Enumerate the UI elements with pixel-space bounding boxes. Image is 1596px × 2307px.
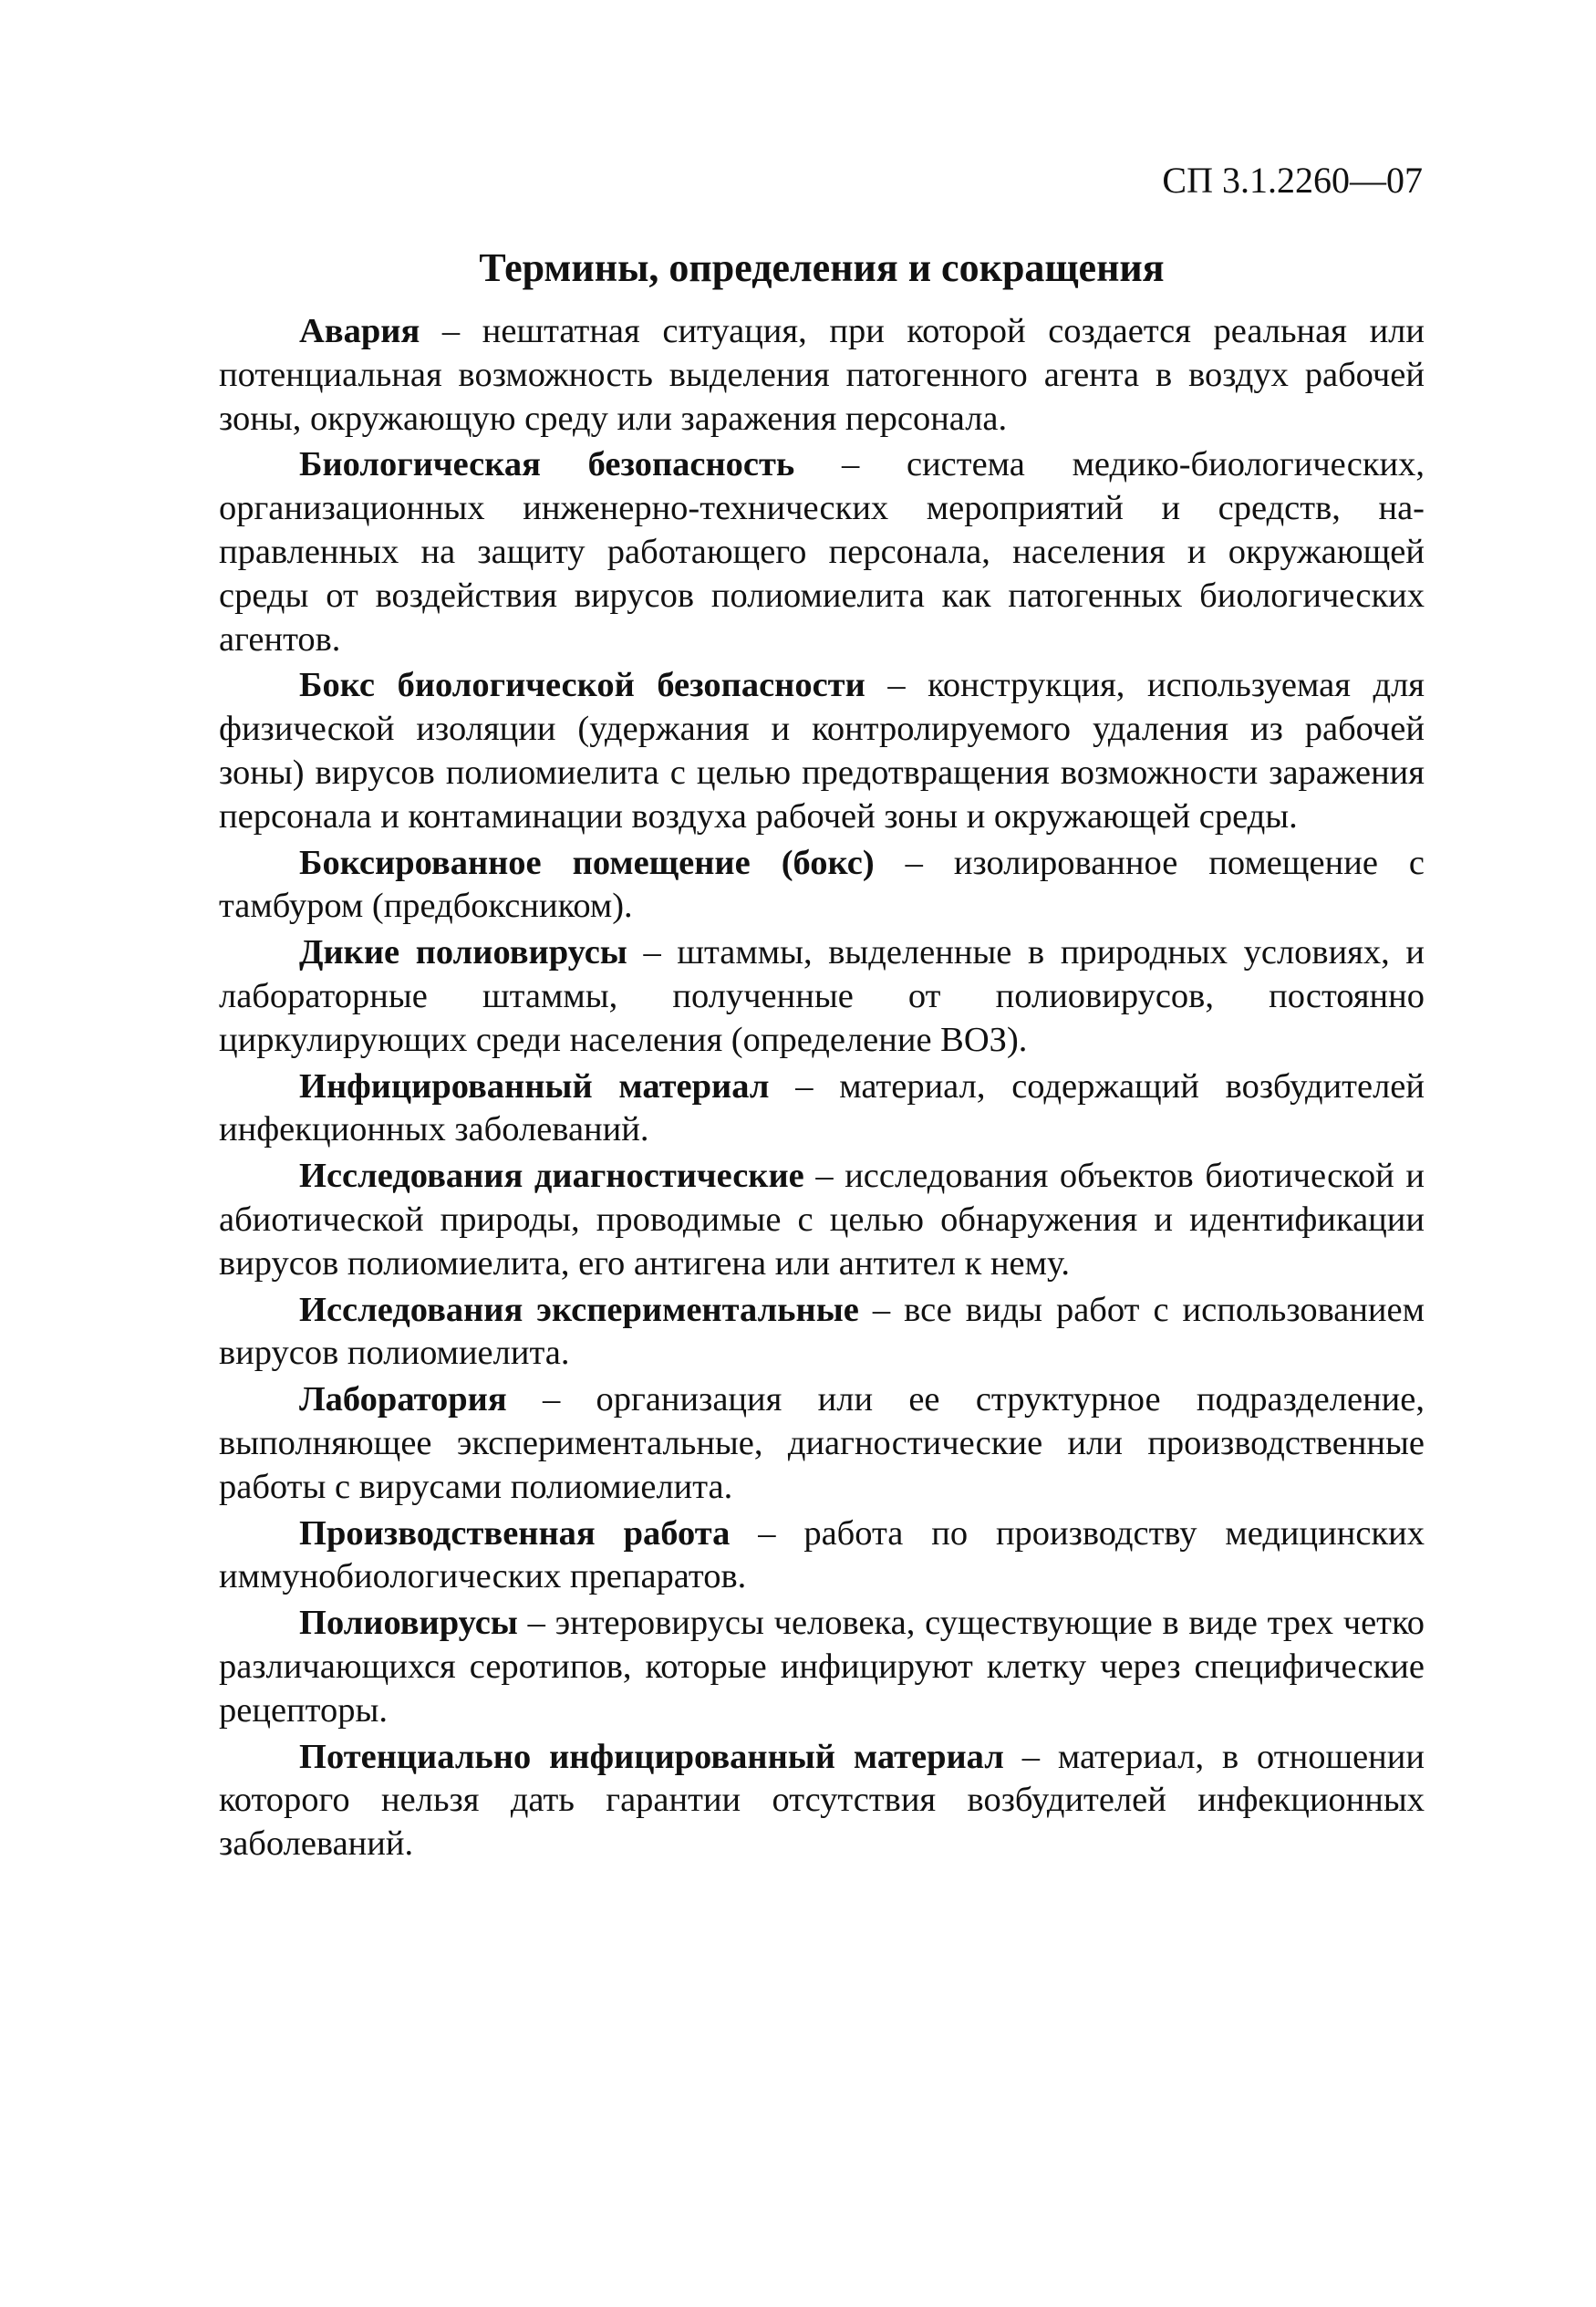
document-code: СП 3.1.2260—07: [1162, 160, 1423, 201]
term-definition: – нештатная ситуация, при которой создается реальная или потенциальная возможность выделения патогенного агента в воздух рабочей зоны, окружающую среду или заражения персонала.: [219, 312, 1425, 438]
term-entry: [219, 842, 1425, 930]
term-name: Инфицированный материал: [299, 1066, 770, 1106]
term-entry: [219, 1065, 1425, 1153]
term-name: Авария: [299, 312, 420, 350]
term-definition: – энтеровирусы человека, существующие в виде трех четко различающихся серотипов, которые инфицируют клетку через специфические рецепторы.: [219, 1604, 1425, 1730]
term-name: Дикие полиовирусы: [299, 933, 627, 972]
term-entry: [219, 310, 1425, 441]
term-definition: – организация или ее структурное подразделение, выполняющее экспериментальные, диагностические или производственные работы с вирусами полиомиелита.: [219, 1380, 1425, 1506]
term-definition: – штаммы, выделенные в природных условиях, и лабораторные штаммы, полученные от полиовирусов, постоянно циркулирующих среди населения (определение ВОЗ).: [219, 933, 1425, 1059]
term-definition: – исследования объектов биотической и абиотической природы, проводимые с целью обнаружения и идентификации вирусов полиомиелита, его антигена или антител к нему.: [219, 1157, 1425, 1283]
term-entry: [219, 1155, 1425, 1285]
term-entry: [219, 1512, 1425, 1600]
term-name: Биологическая безопасность: [299, 445, 795, 484]
term-entry: [219, 443, 1425, 661]
term-entry: [219, 1378, 1425, 1509]
term-name: Исследования диагностические: [299, 1157, 804, 1196]
term-entry: [219, 931, 1425, 1062]
term-name: Исследования экспериментальные: [299, 1290, 859, 1329]
terms-list: [219, 310, 1425, 1869]
term-definition: – материал, в отношении которого нельзя дать гарантии отсутствия возбудителей инфекционных заболеваний.: [219, 1737, 1425, 1864]
section-title: Термины, определения и сокращения: [479, 245, 1165, 290]
term-entry: [219, 1736, 1425, 1866]
term-name: Производственная работа: [299, 1513, 731, 1553]
term-definition: – материал, содержащий возбудителей инфекционных заболеваний.: [219, 1066, 1425, 1149]
term-definition: – система медико-биологических, организационных инженерно-технических мероприятий и средств, направленных на защиту работающего персонала, населения и окружающей среды от воздействия вирусов полиомиелита как патогенных биологических агентов.: [219, 445, 1425, 659]
term-definition: – изолированное помещение с тамбуром (предбоксником).: [219, 843, 1425, 926]
term-name: Боксированное помещение (бокс): [299, 843, 875, 882]
term-entry: [219, 1602, 1425, 1732]
term-entry: [219, 1289, 1425, 1377]
term-name: Полиовирусы: [299, 1604, 518, 1643]
term-definition: – конструкция, используемая для физической изоляции (удержания и контролируемого удаления из рабочей зоны) вирусов полиомиелита с целью предотвращения возможности заражения персонала и контаминации воздуха рабочей зоны и окружающей среды.: [219, 666, 1425, 836]
term-name: Лаборатория: [299, 1380, 507, 1419]
term-definition: – работа по производству медицинских иммунобиологических препаратов.: [219, 1513, 1425, 1596]
term-name: Бокс биологической безопасности: [299, 666, 865, 705]
term-entry: [219, 664, 1425, 838]
term-definition: – все виды работ с использованием вирусов полиомиелита.: [219, 1290, 1425, 1373]
term-name: Потенциально инфицированный материал: [299, 1737, 1004, 1776]
